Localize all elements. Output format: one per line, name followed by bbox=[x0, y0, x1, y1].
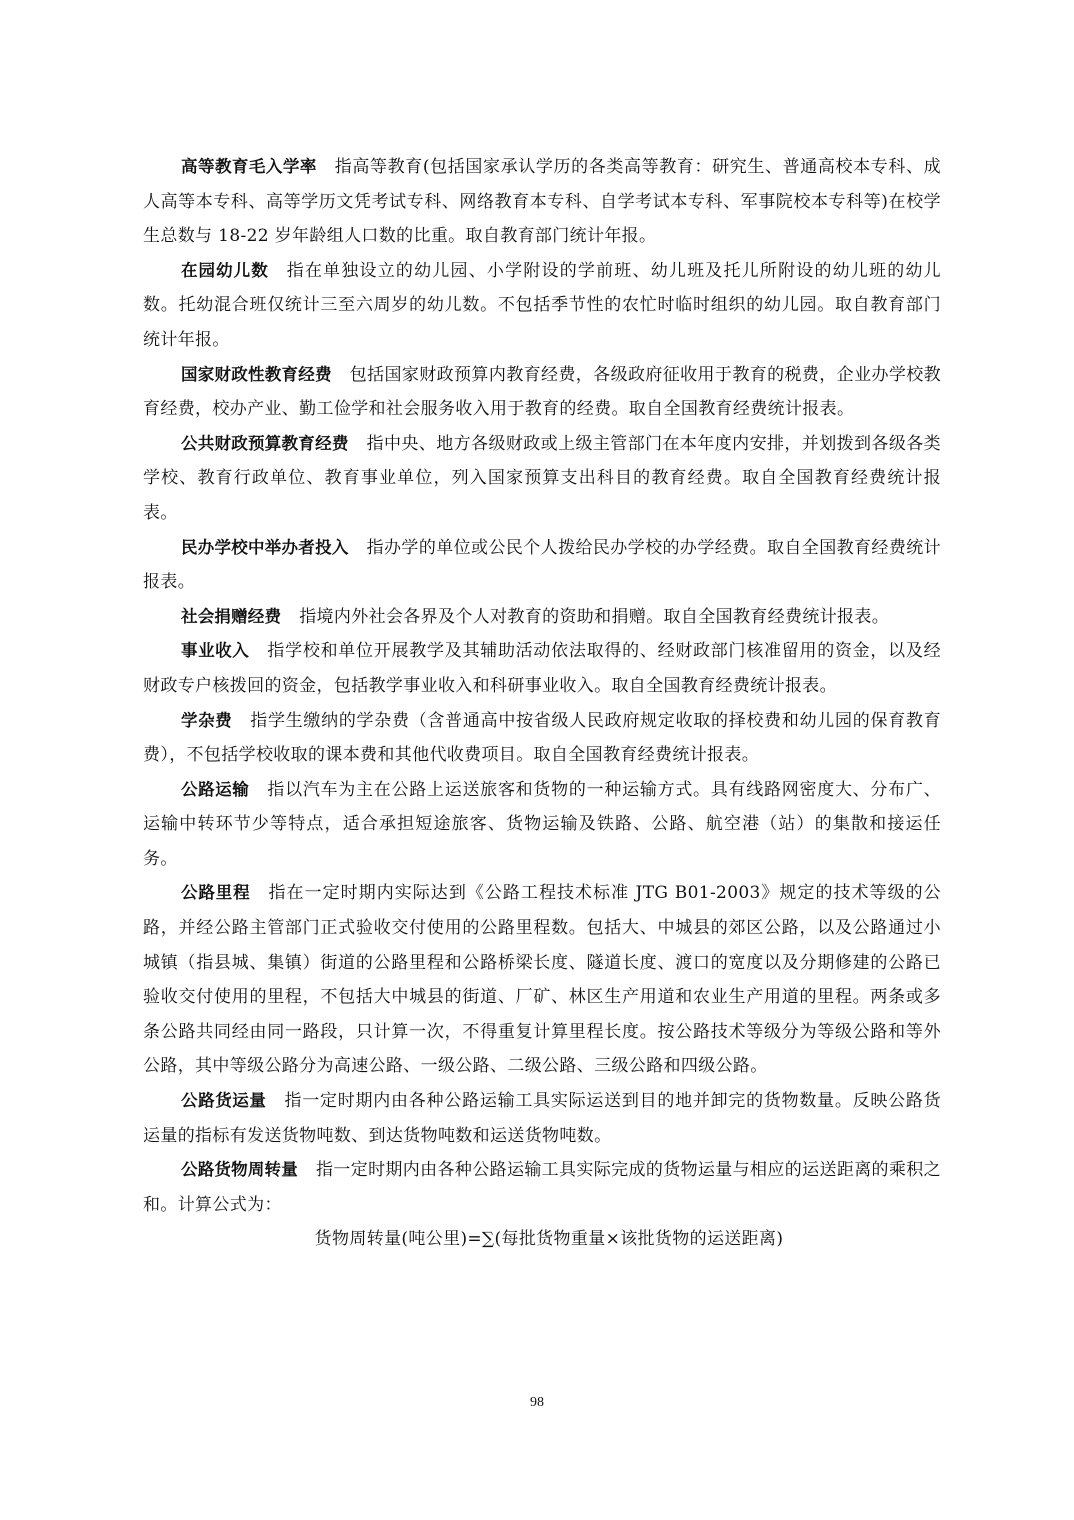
entry-term: 公路货物周转量 bbox=[181, 1160, 298, 1180]
entry-definition: 指一定时期内由各种公路运输工具实际运送到目的地并卸完的货物数量。反映公路货运量的指标有发送货物吨数、到达货物吨数和运送货物吨数。 bbox=[143, 1091, 942, 1146]
page-number: 98 bbox=[530, 1395, 544, 1410]
entry-state-fiscal-education-funds bbox=[143, 358, 941, 427]
entry-definition: 指中央、地方各级财政或上级主管部门在本年度内安排，并划拨到各级各类学校、教育行政单位、教育事业单位，列入国家预算支出科目的教育经费。取自全国教育经费统计报表。 bbox=[143, 433, 941, 523]
entry-term: 事业收入 bbox=[181, 641, 250, 661]
entry-road-transport bbox=[143, 773, 941, 877]
entry-term: 公共财政预算教育经费 bbox=[181, 433, 349, 453]
entry-kindergarten-enrollment bbox=[143, 254, 941, 358]
entry-business-income bbox=[143, 634, 941, 703]
entry-definition: 指办学的单位或公民个人拨给民办学校的办学经费。取自全国教育经费统计报表。 bbox=[143, 537, 941, 593]
entry-term: 公路里程 bbox=[181, 883, 251, 903]
entry-term: 国家财政性教育经费 bbox=[181, 364, 332, 384]
entry-term: 社会捐赠经费 bbox=[181, 606, 282, 626]
entry-definition: 指在一定时期内实际达到《公路工程技术标准 JTG B01-2003》规定的技术等级的公路，并经公路主管部门正式验收交付使用的公路里程数。包括大、中城县的郊区公路，以及公路通过小城镇（指县城、集镇）街道的公路里程和公路桥梁长度、隧道长度、渡口的宽度以及分期修建的公路已验收交付使用的里程，不包括大中城县的街道、厂矿、林区生产用道和农业生产用道的里程。两条或多条公路共同经由同一路段，只计算一次，不得重复计算里程长度。按公路技术等级分为等级公路和等外公路，其中等级公路分为高速公路、一级公路、二级公路、三级公路和四级公路。 bbox=[143, 883, 941, 1077]
entry-higher-education-gross-enrollment-rate bbox=[143, 150, 941, 254]
entry-term: 公路运输 bbox=[181, 779, 250, 799]
entry-road-freight-turnover bbox=[143, 1153, 941, 1222]
entry-definition: 指以汽车为主在公路上运送旅客和货物的一种运输方式。具有线路网密度大、分布广、运输中转环节少等特点，适合承担短途旅客、货物运输及铁路、公路、航空港（站）的集散和接运任务。 bbox=[143, 779, 941, 869]
entry-term: 民办学校中举办者投入 bbox=[181, 537, 349, 557]
entry-term: 在园幼儿数 bbox=[181, 260, 269, 280]
entry-social-donations bbox=[143, 600, 941, 635]
entry-definition: 指在单独设立的幼儿园、小学附设的学前班、幼儿班及托儿所附设的幼儿班的幼儿数。托幼混合班仅统计三至六周岁的幼儿数。不包括季节性的农忙时临时组织的幼儿园。取自教育部门统计年报。 bbox=[143, 260, 942, 350]
entry-term: 公路货运量 bbox=[181, 1091, 267, 1111]
entry-term: 高等教育毛入学率 bbox=[181, 157, 317, 176]
entry-definition: 指境内外社会各界及个人对教育的资助和捐赠。取自全国教育经费统计报表。 bbox=[299, 606, 890, 627]
document-body bbox=[143, 150, 941, 1257]
entry-road-freight-volume bbox=[143, 1084, 941, 1153]
entry-definition: 指一定时期内由各种公路运输工具实际完成的货物运量与相应的运送距离的乘积之和。计算公式为： bbox=[143, 1160, 941, 1215]
entry-private-school-sponsor-input bbox=[143, 531, 941, 600]
entry-tuition-fees bbox=[143, 704, 941, 773]
entry-definition: 指高等教育(包括国家承认学历的各类高等教育：研究生、普通高校本专科、成人高等本专科、高等学历文凭考试专科、网络教育本专科、自学考试本专科、军事院校本专科等)在校学生总数与 18-22 岁年龄组人口数的比重。取自教育部门统计年报。 bbox=[143, 157, 941, 247]
entry-road-mileage bbox=[143, 876, 941, 1084]
entry-definition: 指学生缴纳的学杂费（含普通高中按省级人民政府规定收取的择校费和幼儿园的保育教育费），不包括学校收取的课本费和其他代收费项目。取自全国教育经费统计报表。 bbox=[143, 710, 941, 766]
entry-definition: 指学校和单位开展教学及其辅助活动依法取得的、经财政部门核准留用的资金，以及经财政专户核拨回的资金，包括教学事业收入和科研事业收入。取自全国教育经费统计报表。 bbox=[143, 641, 941, 696]
entry-definition: 包括国家财政预算内教育经费，各级政府征收用于教育的税费，企业办学校教育经费，校办产业、勤工俭学和社会服务收入用于教育的经费。取自全国教育经费统计报表。 bbox=[143, 364, 941, 420]
entry-public-budget-education-funds bbox=[143, 427, 941, 531]
formula-freight-turnover: 货物周转量(吨公里)=∑(每批货物重量×该批货物的运送距离) bbox=[314, 1229, 784, 1250]
entry-term: 学杂费 bbox=[181, 710, 233, 730]
